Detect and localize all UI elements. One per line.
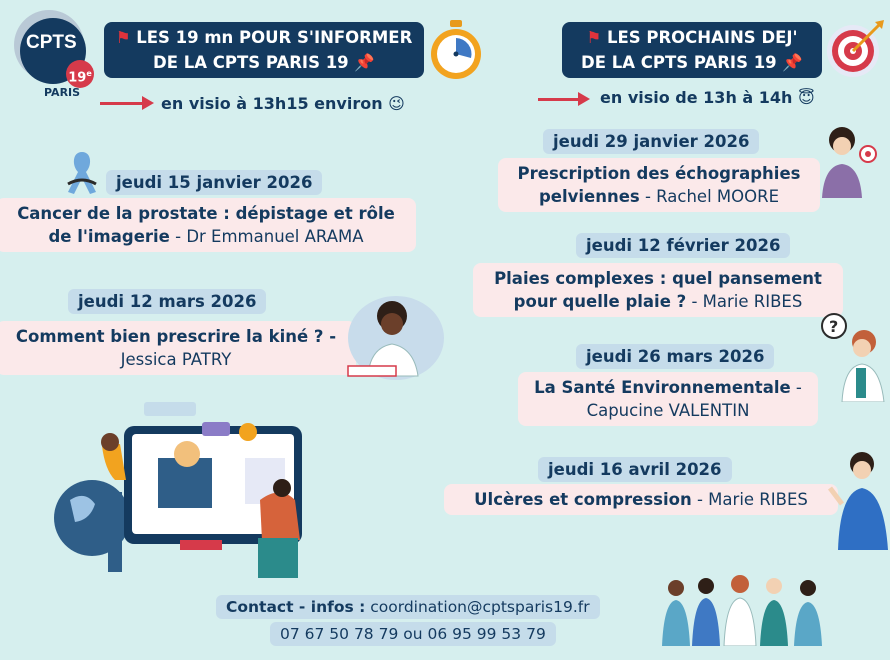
ribbon-icon xyxy=(64,150,100,196)
session-date: jeudi 29 janvier 2026 xyxy=(543,129,759,154)
cpts-logo xyxy=(14,10,96,100)
target-icon xyxy=(820,16,886,82)
right-header-banner xyxy=(562,22,822,78)
pin-icon: 📌 xyxy=(354,53,375,72)
logo-city: PARIS xyxy=(44,86,81,99)
video-call-illustration xyxy=(40,400,325,590)
left-subtitle: en visio à 13h15 environ 😉 xyxy=(161,94,405,113)
left-header-line2: DE LA CPTS PARIS 19 xyxy=(153,53,349,72)
session-talk: Plaies complexes : quel pansement pour quelle plaie ? - Marie RIBES xyxy=(473,263,843,317)
right-arrow-icon xyxy=(538,98,580,101)
svg-text:?: ? xyxy=(829,317,839,336)
left-header-banner xyxy=(104,22,424,78)
doctor-illustration xyxy=(340,290,445,382)
logo-badge: 19e xyxy=(66,60,94,88)
woman-illustration xyxy=(818,124,882,198)
medical-team-illustration xyxy=(652,574,842,646)
session-date: jeudi 12 mars 2026 xyxy=(68,289,266,314)
contact-line: Contact - infos : coordination@cptsparis19.fr xyxy=(216,595,600,619)
session-talk: Ulcères et compression - Marie RIBES xyxy=(444,484,838,515)
question-woman-illustration xyxy=(818,312,890,402)
session-talk: Comment bien prescrire la kiné ? - Jessica PATRY xyxy=(0,321,356,375)
flag-icon: ⚑ xyxy=(115,28,131,47)
right-header-line1: LES PROCHAINS DEJ' xyxy=(606,28,798,47)
flag-icon: ⚑ xyxy=(586,28,602,47)
stopwatch-icon xyxy=(428,18,484,82)
session-date: jeudi 15 janvier 2026 xyxy=(106,170,322,195)
session-date: jeudi 12 février 2026 xyxy=(576,233,790,258)
session-talk: La Santé Environnementale - Capucine VALENTIN xyxy=(518,372,818,426)
session-date: jeudi 26 mars 2026 xyxy=(576,344,774,369)
right-subtitle: en visio de 13h à 14h 😇 xyxy=(600,88,815,107)
right-header-line2: DE LA CPTS PARIS 19 xyxy=(581,53,777,72)
session-talk: Cancer de la prostate : dépistage et rôle de l'imagerie - Dr Emmanuel ARAMA xyxy=(0,198,416,252)
contact-phones: 07 67 50 78 79 ou 06 95 99 53 79 xyxy=(270,622,556,646)
wink-emoji-icon: 😉 xyxy=(388,94,405,113)
session-date: jeudi 16 avril 2026 xyxy=(538,457,732,482)
left-header-line1: LES 19 mn POUR S'INFORMER xyxy=(136,28,413,47)
logo-text: CPTS xyxy=(26,32,77,53)
session-talk: Prescription des échographies pelviennes - Rachel MOORE xyxy=(498,158,820,212)
left-arrow-icon xyxy=(100,102,144,105)
contact-email[interactable]: coordination@cptsparis19.fr xyxy=(370,598,590,616)
smile-emoji-icon: 😇 xyxy=(798,88,815,107)
pin-icon: 📌 xyxy=(782,53,803,72)
nurse-illustration xyxy=(828,448,890,550)
